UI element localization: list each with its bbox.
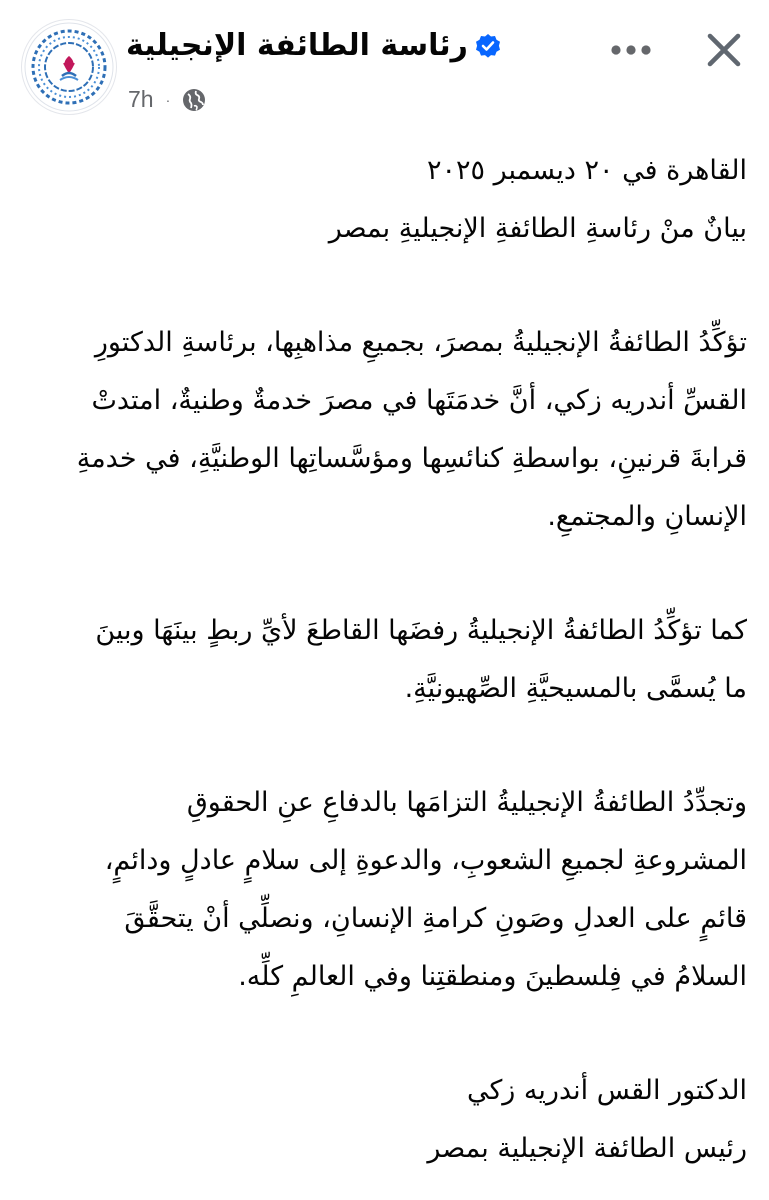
post-body <box>0 142 769 1178</box>
meta-separator: · <box>165 91 171 108</box>
paragraph-2-line: كما تؤكِّدُ الطائفةُ الإنجيليةُ رفضَها القاطعَ لأيِّ ربطٍ بينَهَا وبينَ <box>95 615 747 646</box>
close-icon[interactable] <box>700 26 748 74</box>
post-heading-line: بيانٌ منْ رئاسةِ الطائفةِ الإنجيليةِ بمصر <box>328 213 747 244</box>
more-options-icon[interactable] <box>606 30 656 70</box>
paragraph-3-line: السلامُ في فِلسطينَ ومنطقتِنا وفي العالمِ كلِّه. <box>238 961 747 992</box>
paragraph-1-line: قرابةَ قرنينِ، بواسطةِ كنائسِها ومؤسَّساتِها الوطنيَّةِ، في خدمةِ <box>76 443 747 474</box>
paragraph-1-line: تؤكِّدُ الطائفةُ الإنجيليةُ بمصرَ، بجميعِ مذاهبِها، برئاسةِ الدكتورِ <box>94 327 747 358</box>
post-header <box>0 0 769 130</box>
globe-icon[interactable] <box>182 88 206 112</box>
paragraph-1-line: الإنسانِ والمجتمعِ. <box>547 501 747 532</box>
page-avatar[interactable] <box>22 20 116 114</box>
verified-badge-icon <box>474 32 502 60</box>
signature-title: رئيس الطائفة الإنجيلية بمصر <box>427 1133 747 1164</box>
paragraph-3-line: وتجدِّدُ الطائفةُ الإنجيليةُ التزامَها بالدفاعِ عنِ الحقوقِ <box>186 787 747 818</box>
signature-name: الدكتور القس أندريه زكي <box>466 1075 747 1106</box>
paragraph-3-line: المشروعةِ لجميعِ الشعوبِ، والدعوةِ إلى سلامٍ عادلٍ ودائمٍ، <box>104 845 747 876</box>
page-name-row[interactable] <box>126 26 502 66</box>
page-name[interactable]: رئاسة الطائفة الإنجيلية <box>126 28 468 63</box>
paragraph-1-line: القسِّ أندريه زكي، أنَّ خدمَتَها في مصرَ خدمةٌ وطنيةٌ، امتدتْ <box>91 385 747 416</box>
paragraph-2-line: ما يُسمَّى بالمسيحيَّةِ الصِّهيونيَّةِ. <box>404 673 747 704</box>
post-date-line: القاهرة في ٢٠ ديسمبر ٢٠٢٥ <box>427 155 747 186</box>
paragraph-3-line: قائمٍ على العدلِ وصَونِ كرامةِ الإنسانِ، ونصلِّي أنْ يتحقَّقَ <box>124 903 747 934</box>
post-meta <box>128 86 206 113</box>
post-timestamp[interactable]: 7h <box>128 86 154 112</box>
church-logo-icon <box>22 20 116 114</box>
